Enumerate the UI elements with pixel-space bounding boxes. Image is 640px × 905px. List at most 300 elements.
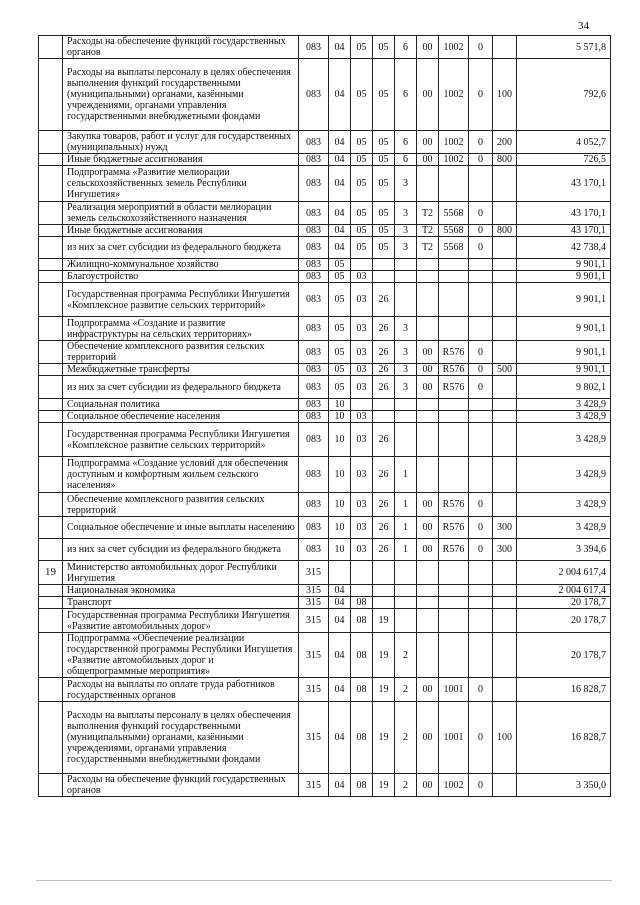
code-grbs: 083 bbox=[299, 237, 329, 259]
code-subsection: 03 bbox=[351, 271, 373, 283]
code-subsection: 03 bbox=[351, 539, 373, 561]
code-sub bbox=[469, 399, 493, 411]
code-expense-type bbox=[493, 585, 517, 597]
row-amount: 2 004 617,4 bbox=[517, 561, 611, 585]
row-name: Государственная программа Республики Ингушетия «Комплексное развитие сельских территорий» bbox=[63, 423, 299, 457]
code-direction bbox=[439, 561, 469, 585]
code-subsection: 03 bbox=[351, 317, 373, 341]
row-amount: 20 178,7 bbox=[517, 609, 611, 633]
code-expense-type bbox=[493, 597, 517, 609]
code-sub: 0 bbox=[469, 376, 493, 399]
code-subprogram: 6 bbox=[395, 131, 417, 154]
code-section: 05 bbox=[329, 259, 351, 271]
code-direction bbox=[439, 317, 469, 341]
code-direction: 1002 bbox=[439, 154, 469, 166]
row-name: Иные бюджетные ассигнования bbox=[63, 225, 299, 237]
row-name: Подпрограмма «Обеспечение реализации государственной программы Республики Ингушетия «Развитие автомобильных дорог и общепрограммные мероприятия» bbox=[63, 633, 299, 678]
code-section: 04 bbox=[329, 166, 351, 202]
code-sub bbox=[469, 411, 493, 423]
code-section: 04 bbox=[329, 774, 351, 797]
code-subprogram: 3 bbox=[395, 202, 417, 225]
table-row bbox=[39, 59, 611, 131]
code-expense-type bbox=[493, 678, 517, 702]
code-subsection: 05 bbox=[351, 154, 373, 166]
row-name: Социальное обеспечение и иные выплаты населению bbox=[63, 517, 299, 539]
row-amount: 3 428,9 bbox=[517, 457, 611, 493]
row-number bbox=[39, 376, 63, 399]
row-number bbox=[39, 702, 63, 774]
code-subprogram bbox=[395, 399, 417, 411]
code-direction bbox=[439, 633, 469, 678]
code-expense-type: 100 bbox=[493, 59, 517, 131]
table-row bbox=[39, 539, 611, 561]
code-event: 00 bbox=[417, 36, 439, 59]
row-number: 19 bbox=[39, 561, 63, 585]
code-event: 00 bbox=[417, 517, 439, 539]
row-number bbox=[39, 457, 63, 493]
code-sub: 0 bbox=[469, 774, 493, 797]
code-grbs: 083 bbox=[299, 166, 329, 202]
code-direction: R576 bbox=[439, 376, 469, 399]
code-event bbox=[417, 423, 439, 457]
code-direction: 1002 bbox=[439, 36, 469, 59]
table-row bbox=[39, 154, 611, 166]
code-expense-type bbox=[493, 376, 517, 399]
code-sub bbox=[469, 597, 493, 609]
code-sub bbox=[469, 271, 493, 283]
code-program: 19 bbox=[373, 633, 395, 678]
code-direction: 5568 bbox=[439, 202, 469, 225]
row-amount: 2 004 617,4 bbox=[517, 585, 611, 597]
code-section: 04 bbox=[329, 59, 351, 131]
code-subsection: 03 bbox=[351, 457, 373, 493]
code-expense-type bbox=[493, 457, 517, 493]
code-subsection: 03 bbox=[351, 493, 373, 517]
code-subprogram bbox=[395, 585, 417, 597]
code-grbs: 315 bbox=[299, 702, 329, 774]
code-expense-type: 200 bbox=[493, 131, 517, 154]
code-sub: 0 bbox=[469, 225, 493, 237]
table-row bbox=[39, 774, 611, 797]
code-grbs: 083 bbox=[299, 493, 329, 517]
table-row bbox=[39, 561, 611, 585]
code-event: T2 bbox=[417, 202, 439, 225]
row-number bbox=[39, 237, 63, 259]
code-section: 04 bbox=[329, 633, 351, 678]
code-subsection: 08 bbox=[351, 774, 373, 797]
code-expense-type: 800 bbox=[493, 154, 517, 166]
code-subsection: 03 bbox=[351, 376, 373, 399]
table-row bbox=[39, 609, 611, 633]
row-name: Межбюджетные трансферты bbox=[63, 364, 299, 376]
row-number bbox=[39, 609, 63, 633]
code-grbs: 083 bbox=[299, 411, 329, 423]
table-row bbox=[39, 376, 611, 399]
row-amount: 20 178,7 bbox=[517, 633, 611, 678]
row-amount: 16 828,7 bbox=[517, 702, 611, 774]
code-direction bbox=[439, 271, 469, 283]
code-section: 04 bbox=[329, 154, 351, 166]
code-section: 04 bbox=[329, 131, 351, 154]
code-subsection: 03 bbox=[351, 364, 373, 376]
code-event: 00 bbox=[417, 376, 439, 399]
row-name: Обеспечение комплексного развития сельских территорий bbox=[63, 493, 299, 517]
row-number bbox=[39, 36, 63, 59]
code-program: 19 bbox=[373, 702, 395, 774]
code-subsection: 05 bbox=[351, 59, 373, 131]
code-subprogram: 2 bbox=[395, 702, 417, 774]
code-subprogram: 3 bbox=[395, 166, 417, 202]
code-sub bbox=[469, 423, 493, 457]
code-program: 05 bbox=[373, 131, 395, 154]
code-sub: 0 bbox=[469, 493, 493, 517]
code-section: 04 bbox=[329, 225, 351, 237]
code-expense-type: 300 bbox=[493, 539, 517, 561]
code-event bbox=[417, 633, 439, 678]
table-row bbox=[39, 341, 611, 364]
row-number bbox=[39, 423, 63, 457]
row-amount: 3 428,9 bbox=[517, 411, 611, 423]
code-program: 26 bbox=[373, 457, 395, 493]
row-amount: 3 350,0 bbox=[517, 774, 611, 797]
code-section: 10 bbox=[329, 411, 351, 423]
table-row bbox=[39, 131, 611, 154]
code-sub bbox=[469, 457, 493, 493]
code-program: 26 bbox=[373, 283, 395, 317]
code-section: 04 bbox=[329, 597, 351, 609]
code-sub: 0 bbox=[469, 702, 493, 774]
code-direction bbox=[439, 259, 469, 271]
page-number: 34 bbox=[578, 20, 589, 32]
code-subprogram: 1 bbox=[395, 493, 417, 517]
table-row bbox=[39, 283, 611, 317]
code-subsection: 03 bbox=[351, 341, 373, 364]
code-grbs: 083 bbox=[299, 202, 329, 225]
code-subprogram: 6 bbox=[395, 59, 417, 131]
code-section: 04 bbox=[329, 202, 351, 225]
code-program: 19 bbox=[373, 774, 395, 797]
code-direction: 1001 bbox=[439, 702, 469, 774]
code-subsection bbox=[351, 585, 373, 597]
code-expense-type bbox=[493, 259, 517, 271]
code-program: 05 bbox=[373, 36, 395, 59]
row-number bbox=[39, 585, 63, 597]
code-expense-type: 500 bbox=[493, 364, 517, 376]
code-program bbox=[373, 259, 395, 271]
row-name: Транспорт bbox=[63, 597, 299, 609]
row-name: из них за счет субсидии из федерального бюджета bbox=[63, 376, 299, 399]
code-direction: R576 bbox=[439, 539, 469, 561]
code-subsection: 08 bbox=[351, 702, 373, 774]
code-subprogram bbox=[395, 423, 417, 457]
code-event bbox=[417, 166, 439, 202]
code-direction bbox=[439, 609, 469, 633]
code-program bbox=[373, 399, 395, 411]
row-name: Закупка товаров, работ и услуг для государственных (муниципальных) нужд bbox=[63, 131, 299, 154]
code-expense-type bbox=[493, 411, 517, 423]
code-direction: 5568 bbox=[439, 225, 469, 237]
row-number bbox=[39, 283, 63, 317]
code-section: 10 bbox=[329, 517, 351, 539]
row-amount: 20 178,7 bbox=[517, 597, 611, 609]
row-name: Расходы на обеспечение функций государственных органов bbox=[63, 36, 299, 59]
code-expense-type bbox=[493, 399, 517, 411]
code-event: 00 bbox=[417, 154, 439, 166]
row-amount: 42 738,4 bbox=[517, 237, 611, 259]
code-event: 00 bbox=[417, 774, 439, 797]
code-grbs: 083 bbox=[299, 283, 329, 317]
code-event bbox=[417, 271, 439, 283]
code-section: 05 bbox=[329, 341, 351, 364]
code-subprogram: 3 bbox=[395, 237, 417, 259]
table-row bbox=[39, 457, 611, 493]
code-subsection: 08 bbox=[351, 678, 373, 702]
code-direction: 1001 bbox=[439, 678, 469, 702]
row-number bbox=[39, 411, 63, 423]
code-grbs: 315 bbox=[299, 585, 329, 597]
table-row bbox=[39, 678, 611, 702]
table-row bbox=[39, 237, 611, 259]
row-number bbox=[39, 271, 63, 283]
table-row bbox=[39, 399, 611, 411]
code-grbs: 083 bbox=[299, 539, 329, 561]
code-grbs: 315 bbox=[299, 609, 329, 633]
code-event: 00 bbox=[417, 702, 439, 774]
code-section: 04 bbox=[329, 585, 351, 597]
row-amount: 9 901,1 bbox=[517, 259, 611, 271]
code-subprogram: 3 bbox=[395, 376, 417, 399]
code-sub bbox=[469, 561, 493, 585]
code-program: 19 bbox=[373, 678, 395, 702]
code-subprogram bbox=[395, 283, 417, 317]
code-sub: 0 bbox=[469, 131, 493, 154]
code-grbs: 083 bbox=[299, 225, 329, 237]
code-section: 10 bbox=[329, 457, 351, 493]
code-program: 05 bbox=[373, 237, 395, 259]
row-amount: 9 901,1 bbox=[517, 341, 611, 364]
table-row bbox=[39, 364, 611, 376]
row-number bbox=[39, 633, 63, 678]
code-sub bbox=[469, 166, 493, 202]
code-subsection: 08 bbox=[351, 633, 373, 678]
code-subprogram bbox=[395, 561, 417, 585]
code-section: 05 bbox=[329, 317, 351, 341]
code-expense-type bbox=[493, 341, 517, 364]
code-grbs: 315 bbox=[299, 633, 329, 678]
budget-table bbox=[38, 35, 611, 797]
row-name: Расходы на выплаты персоналу в целях обеспечения выполнения функций государственными (муниципальными) органами, казёнными учреждениями, органами управления государственными внебюджетными фондами bbox=[63, 59, 299, 131]
row-name: из них за счет субсидии из федерального бюджета bbox=[63, 237, 299, 259]
code-direction bbox=[439, 411, 469, 423]
code-subsection: 03 bbox=[351, 411, 373, 423]
code-direction: 1002 bbox=[439, 774, 469, 797]
row-number bbox=[39, 59, 63, 131]
code-section: 10 bbox=[329, 493, 351, 517]
row-name: Расходы на обеспечение функций государственных органов bbox=[63, 774, 299, 797]
code-grbs: 083 bbox=[299, 399, 329, 411]
code-section: 05 bbox=[329, 283, 351, 317]
code-section: 05 bbox=[329, 376, 351, 399]
code-grbs: 083 bbox=[299, 341, 329, 364]
row-amount: 3 428,9 bbox=[517, 517, 611, 539]
code-sub: 0 bbox=[469, 341, 493, 364]
code-expense-type bbox=[493, 237, 517, 259]
code-sub: 0 bbox=[469, 202, 493, 225]
row-number bbox=[39, 493, 63, 517]
code-program: 26 bbox=[373, 517, 395, 539]
code-event bbox=[417, 259, 439, 271]
code-sub bbox=[469, 259, 493, 271]
code-section: 05 bbox=[329, 364, 351, 376]
code-sub: 0 bbox=[469, 539, 493, 561]
code-event bbox=[417, 609, 439, 633]
table-row bbox=[39, 597, 611, 609]
code-expense-type bbox=[493, 561, 517, 585]
code-event: 00 bbox=[417, 364, 439, 376]
row-name: Подпрограмма «Развитие мелиорации сельскохозяйственных земель Республики Ингушетия» bbox=[63, 166, 299, 202]
code-program: 26 bbox=[373, 341, 395, 364]
code-program: 26 bbox=[373, 376, 395, 399]
code-section: 04 bbox=[329, 702, 351, 774]
row-name: Жилищно-коммунальное хозяйство bbox=[63, 259, 299, 271]
code-grbs: 315 bbox=[299, 774, 329, 797]
row-name: Государственная программа Республики Ингушетия «Комплексное развитие сельских территорий» bbox=[63, 283, 299, 317]
row-name: Обеспечение комплексного развития сельских территорий bbox=[63, 341, 299, 364]
code-expense-type: 300 bbox=[493, 517, 517, 539]
code-subsection: 03 bbox=[351, 283, 373, 317]
row-name: Социальное обеспечение населения bbox=[63, 411, 299, 423]
code-grbs: 083 bbox=[299, 131, 329, 154]
table-row bbox=[39, 259, 611, 271]
code-expense-type bbox=[493, 633, 517, 678]
row-amount: 726,5 bbox=[517, 154, 611, 166]
code-direction: 1002 bbox=[439, 59, 469, 131]
code-subsection bbox=[351, 399, 373, 411]
code-direction bbox=[439, 457, 469, 493]
row-name: Реализация мероприятий в области мелиорации земель сельскохозяйственного назначения bbox=[63, 202, 299, 225]
table-row bbox=[39, 202, 611, 225]
code-subsection: 05 bbox=[351, 131, 373, 154]
row-name: Подпрограмма «Создание и развитие инфраструктуры на сельских территориях» bbox=[63, 317, 299, 341]
code-subsection: 08 bbox=[351, 609, 373, 633]
code-subprogram bbox=[395, 609, 417, 633]
code-subsection: 05 bbox=[351, 225, 373, 237]
row-name: из них за счет субсидии из федерального бюджета bbox=[63, 539, 299, 561]
row-amount: 792,6 bbox=[517, 59, 611, 131]
row-name: Министерство автомобильных дорог Республики Ингушетия bbox=[63, 561, 299, 585]
code-section: 04 bbox=[329, 237, 351, 259]
code-sub bbox=[469, 585, 493, 597]
code-event: 00 bbox=[417, 493, 439, 517]
code-section: 04 bbox=[329, 678, 351, 702]
code-subsection: 05 bbox=[351, 166, 373, 202]
code-grbs: 315 bbox=[299, 561, 329, 585]
row-amount: 9 802,1 bbox=[517, 376, 611, 399]
code-subprogram: 1 bbox=[395, 539, 417, 561]
code-subprogram: 6 bbox=[395, 36, 417, 59]
row-amount: 9 901,1 bbox=[517, 364, 611, 376]
code-grbs: 083 bbox=[299, 154, 329, 166]
row-number bbox=[39, 399, 63, 411]
code-program: 05 bbox=[373, 225, 395, 237]
code-event: T2 bbox=[417, 225, 439, 237]
code-program: 19 bbox=[373, 609, 395, 633]
row-number bbox=[39, 317, 63, 341]
code-expense-type bbox=[493, 36, 517, 59]
table-row bbox=[39, 166, 611, 202]
code-subsection: 05 bbox=[351, 202, 373, 225]
row-number bbox=[39, 341, 63, 364]
code-direction bbox=[439, 597, 469, 609]
code-section: 10 bbox=[329, 539, 351, 561]
table-row bbox=[39, 225, 611, 237]
code-program bbox=[373, 411, 395, 423]
code-expense-type bbox=[493, 493, 517, 517]
code-expense-type bbox=[493, 774, 517, 797]
code-subsection: 03 bbox=[351, 517, 373, 539]
code-grbs: 083 bbox=[299, 271, 329, 283]
code-subprogram: 1 bbox=[395, 517, 417, 539]
table-row bbox=[39, 493, 611, 517]
table-row bbox=[39, 271, 611, 283]
table-row bbox=[39, 36, 611, 59]
row-number bbox=[39, 225, 63, 237]
code-event: 00 bbox=[417, 59, 439, 131]
row-name: Национальная экономика bbox=[63, 585, 299, 597]
row-amount: 43 170,1 bbox=[517, 166, 611, 202]
code-event bbox=[417, 585, 439, 597]
row-name: Благоустройство bbox=[63, 271, 299, 283]
code-program: 26 bbox=[373, 539, 395, 561]
code-expense-type bbox=[493, 166, 517, 202]
code-sub: 0 bbox=[469, 517, 493, 539]
row-number bbox=[39, 154, 63, 166]
code-section: 10 bbox=[329, 399, 351, 411]
code-subsection bbox=[351, 259, 373, 271]
code-grbs: 083 bbox=[299, 517, 329, 539]
code-expense-type bbox=[493, 283, 517, 317]
code-subprogram: 6 bbox=[395, 154, 417, 166]
code-subsection bbox=[351, 561, 373, 585]
code-event bbox=[417, 457, 439, 493]
row-number bbox=[39, 678, 63, 702]
code-sub bbox=[469, 609, 493, 633]
code-direction bbox=[439, 399, 469, 411]
code-grbs: 315 bbox=[299, 678, 329, 702]
code-sub: 0 bbox=[469, 36, 493, 59]
code-event bbox=[417, 399, 439, 411]
code-event bbox=[417, 561, 439, 585]
code-program: 26 bbox=[373, 493, 395, 517]
row-number bbox=[39, 131, 63, 154]
code-direction bbox=[439, 423, 469, 457]
code-section: 04 bbox=[329, 609, 351, 633]
row-number bbox=[39, 202, 63, 225]
code-subprogram bbox=[395, 411, 417, 423]
row-amount: 43 170,1 bbox=[517, 202, 611, 225]
code-grbs: 083 bbox=[299, 376, 329, 399]
code-direction: R576 bbox=[439, 517, 469, 539]
table-row bbox=[39, 585, 611, 597]
code-grbs: 083 bbox=[299, 457, 329, 493]
code-direction: R576 bbox=[439, 341, 469, 364]
code-direction: R576 bbox=[439, 493, 469, 517]
code-sub bbox=[469, 283, 493, 317]
code-subsection: 03 bbox=[351, 423, 373, 457]
table-row bbox=[39, 423, 611, 457]
code-subprogram: 2 bbox=[395, 633, 417, 678]
code-grbs: 083 bbox=[299, 259, 329, 271]
